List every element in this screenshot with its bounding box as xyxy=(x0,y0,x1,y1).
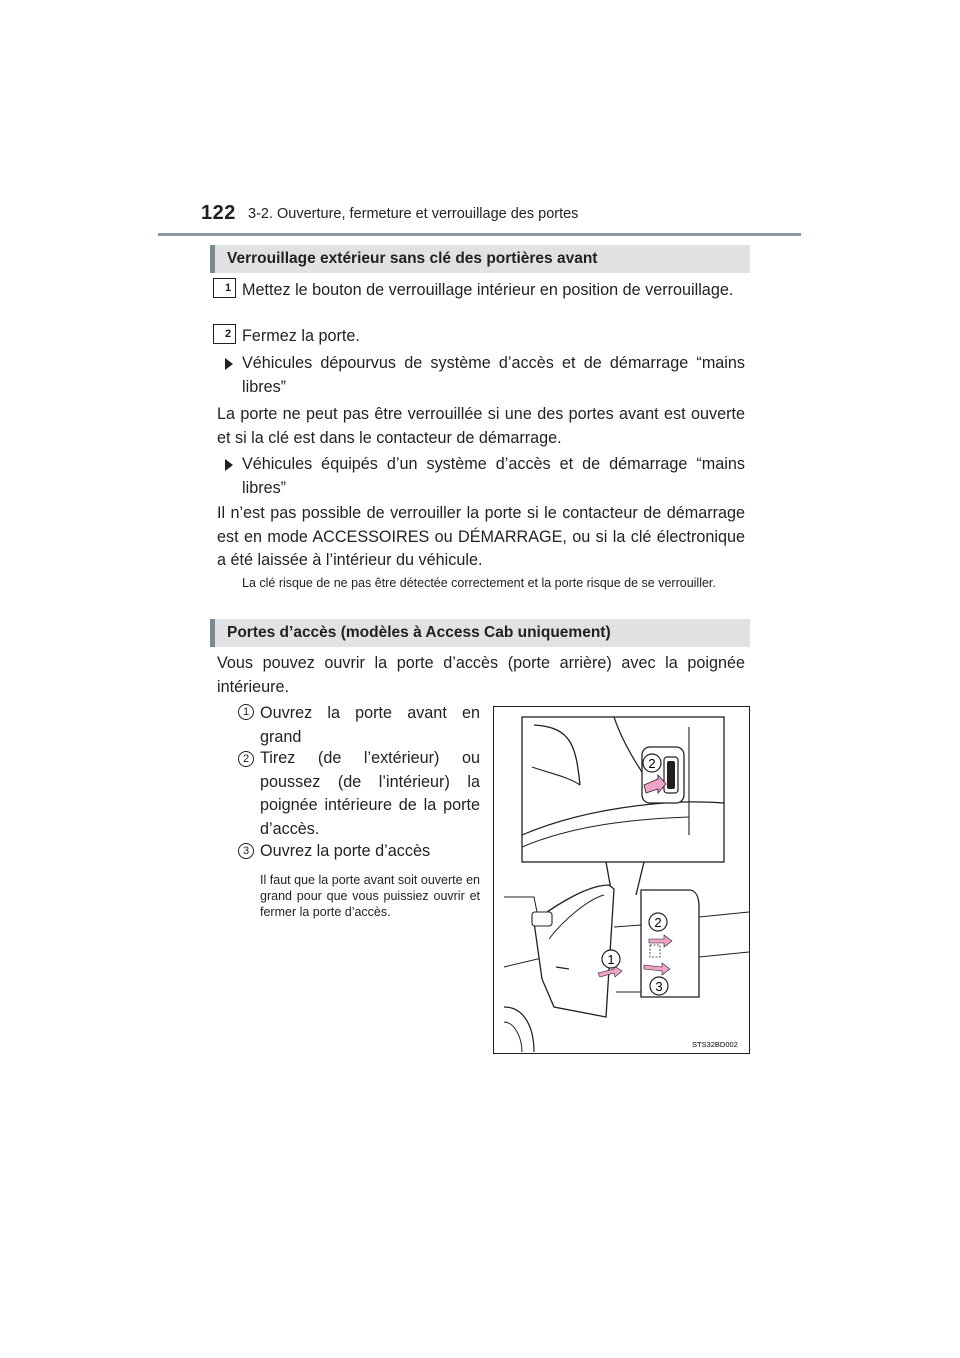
step-text: Ouvrez la porte d’accès xyxy=(260,842,431,860)
section-heading-access-doors xyxy=(210,619,750,647)
svg-text:2: 2 xyxy=(648,756,656,771)
step-number-circle: 2 xyxy=(238,751,254,767)
step-text: Fermez la porte. xyxy=(242,327,360,345)
svg-text:2: 2 xyxy=(654,915,662,930)
callout-1 xyxy=(602,950,620,968)
callout-2-bottom xyxy=(649,913,667,931)
section-heading-text: Verrouillage extérieur sans clé des portières avant xyxy=(227,250,598,267)
case-title: Véhicules équipés d’un système d’accès et de démarrage “mains libres” xyxy=(242,455,745,497)
truck-door-drawing xyxy=(494,707,749,1053)
step-text: Ouvrez la porte avant en grand xyxy=(260,704,480,746)
bullet-triangle-icon xyxy=(225,459,233,471)
section-heading-text: Portes d’accès (modèles à Access Cab uniquement) xyxy=(227,624,611,641)
door-illustration xyxy=(493,706,750,1054)
bullet-triangle-icon xyxy=(225,358,233,370)
note: Il faut que la porte avant soit ouverte en grand pour que vous puissiez ouvrir et fermer la porte d’accès. xyxy=(260,873,480,919)
step-number-box: 2 xyxy=(213,324,236,344)
case-title: Véhicules dépourvus de système d’accès et de démarrage “mains libres” xyxy=(242,354,745,396)
paragraph: La porte ne peut pas être verrouillée si une des portes avant est ouverte et si la clé est dans le contacteur de démarrage. xyxy=(217,405,745,447)
section-title: 3-2. Ouverture, fermeture et verrouillage des portes xyxy=(248,206,579,222)
paragraph: Il n’est pas possible de verrouiller la porte si le contacteur de démarrage est en mode ACCESSOIRES ou DÉMARRAGE, ou si la clé électronique a été laissée à l’intérieur du véhicule. xyxy=(217,504,745,569)
svg-text:1: 1 xyxy=(607,952,615,967)
step-number-circle: 3 xyxy=(238,843,254,859)
step-number-circle: 1 xyxy=(238,704,254,720)
page-number: 122 xyxy=(201,202,236,224)
header-divider xyxy=(158,233,801,236)
note: La clé risque de ne pas être détectée correctement et la porte risque de se verrouiller. xyxy=(242,576,716,590)
callout-3 xyxy=(650,977,668,995)
step-text: Tirez (de l’extérieur) ou poussez (de l’intérieur) la poignée intérieure de la porte d’accès. xyxy=(260,749,480,838)
step-text: Mettez le bouton de verrouillage intérieur en position de verrouillage. xyxy=(242,281,734,299)
paragraph: Vous pouvez ouvrir la porte d’accès (porte arrière) avec la poignée intérieure. xyxy=(217,654,745,696)
figure-code: STS32BD002 xyxy=(692,1040,738,1049)
svg-text:3: 3 xyxy=(655,979,663,994)
callout-2-top xyxy=(643,754,661,772)
section-heading-keyless-lock xyxy=(210,245,750,273)
step-number-box: 1 xyxy=(213,278,236,298)
